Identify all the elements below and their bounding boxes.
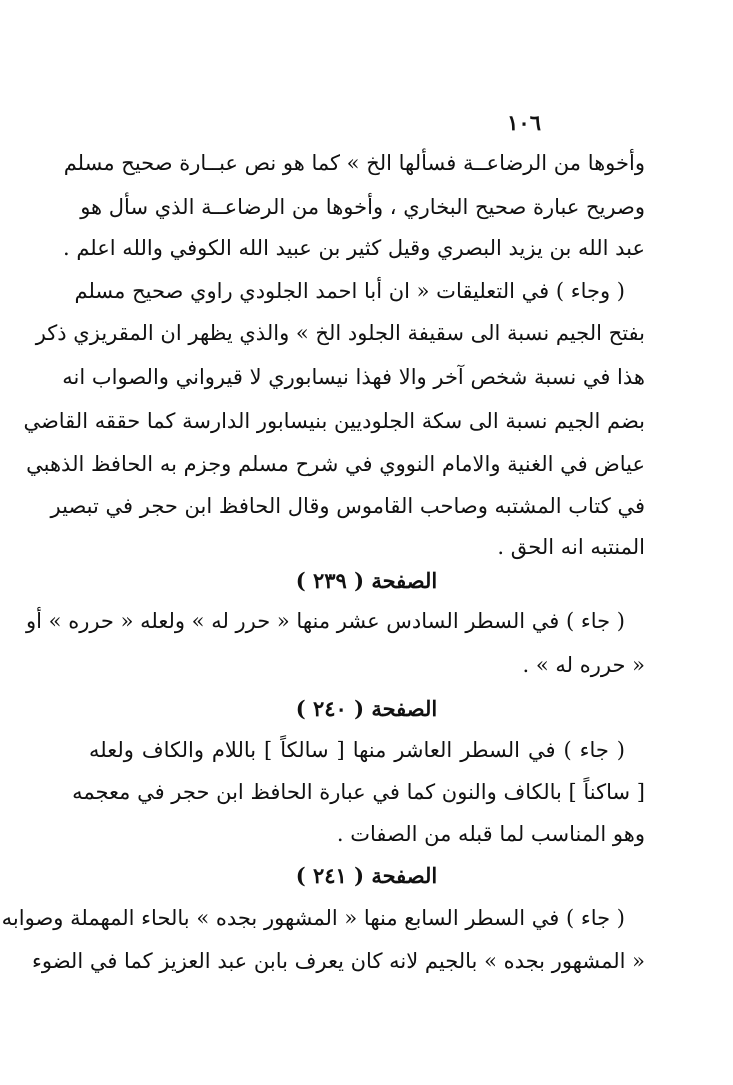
text-line: عياض في الغنية والامام النووي في شرح مسلم وجزم به الحافظ الذهبي: [26, 452, 645, 476]
text-line: عبد الله بن يزيد البصري وقيل كثير بن عبيد الله الكوفي والله اعلم .: [62, 236, 645, 260]
section-heading: الصفحة ( ٢٣٩ ): [295, 568, 438, 593]
text-line: بفتح الجيم نسبة الى سقيفة الجلود الخ » والذي يظهر ان المقريزي ذكر: [35, 321, 645, 345]
text-line: المنتبه انه الحق .: [497, 535, 645, 559]
text-line: ( جاء ) في السطر السادس عشر منها « حرر له » ولعله « حرره » أو: [26, 609, 625, 633]
section-heading: الصفحة ( ٢٤١ ): [295, 863, 438, 888]
text-line: « حرره له » .: [522, 653, 645, 677]
text-line: « المشهور بجده » بالجيم لانه كان يعرف بابن عبد العزيز كما في الضوء: [31, 949, 645, 973]
text-line: وصريح عبارة صحيح البخاري ، وأخوها من الرضاعــة الذي سأل هو: [80, 195, 645, 219]
section-heading: الصفحة ( ٢٤٠ ): [295, 696, 438, 721]
text-line: ( وجاء ) في التعليقات « ان أبا احمد الجلودي راوي صحيح مسلم: [74, 279, 625, 303]
text-line: وهو المناسب لما قبله من الصفات .: [336, 822, 645, 846]
text-line: هذا في نسبة شخص آخر والا فهذا نيسابوري لا قيرواني والصواب انه: [62, 365, 645, 389]
text-line: [ ساكناً ] بالكاف والنون كما في عبارة الحافظ ابن حجر في معجمه: [72, 780, 645, 804]
text-line: وأخوها من الرضاعــة فسألها الخ » كما هو نص عبــارة صحيح مسلم: [63, 151, 645, 175]
text-line: بضم الجيم نسبة الى سكة الجلوديين بنيسابور الدارسة كما حققه القاضي: [23, 409, 645, 433]
text-line: ( جاء ) في السطر العاشر منها [ سالكاً ] باللام والكاف ولعله: [89, 738, 625, 762]
page-number: ١٠٦: [507, 110, 541, 135]
text-line: ( جاء ) في السطر السابع منها « المشهور بجده » بالحاء المهملة وصوابه: [1, 906, 625, 930]
text-line: في كتاب المشتبه وصاحب القاموس وقال الحافظ ابن حجر في تبصير: [50, 494, 645, 518]
